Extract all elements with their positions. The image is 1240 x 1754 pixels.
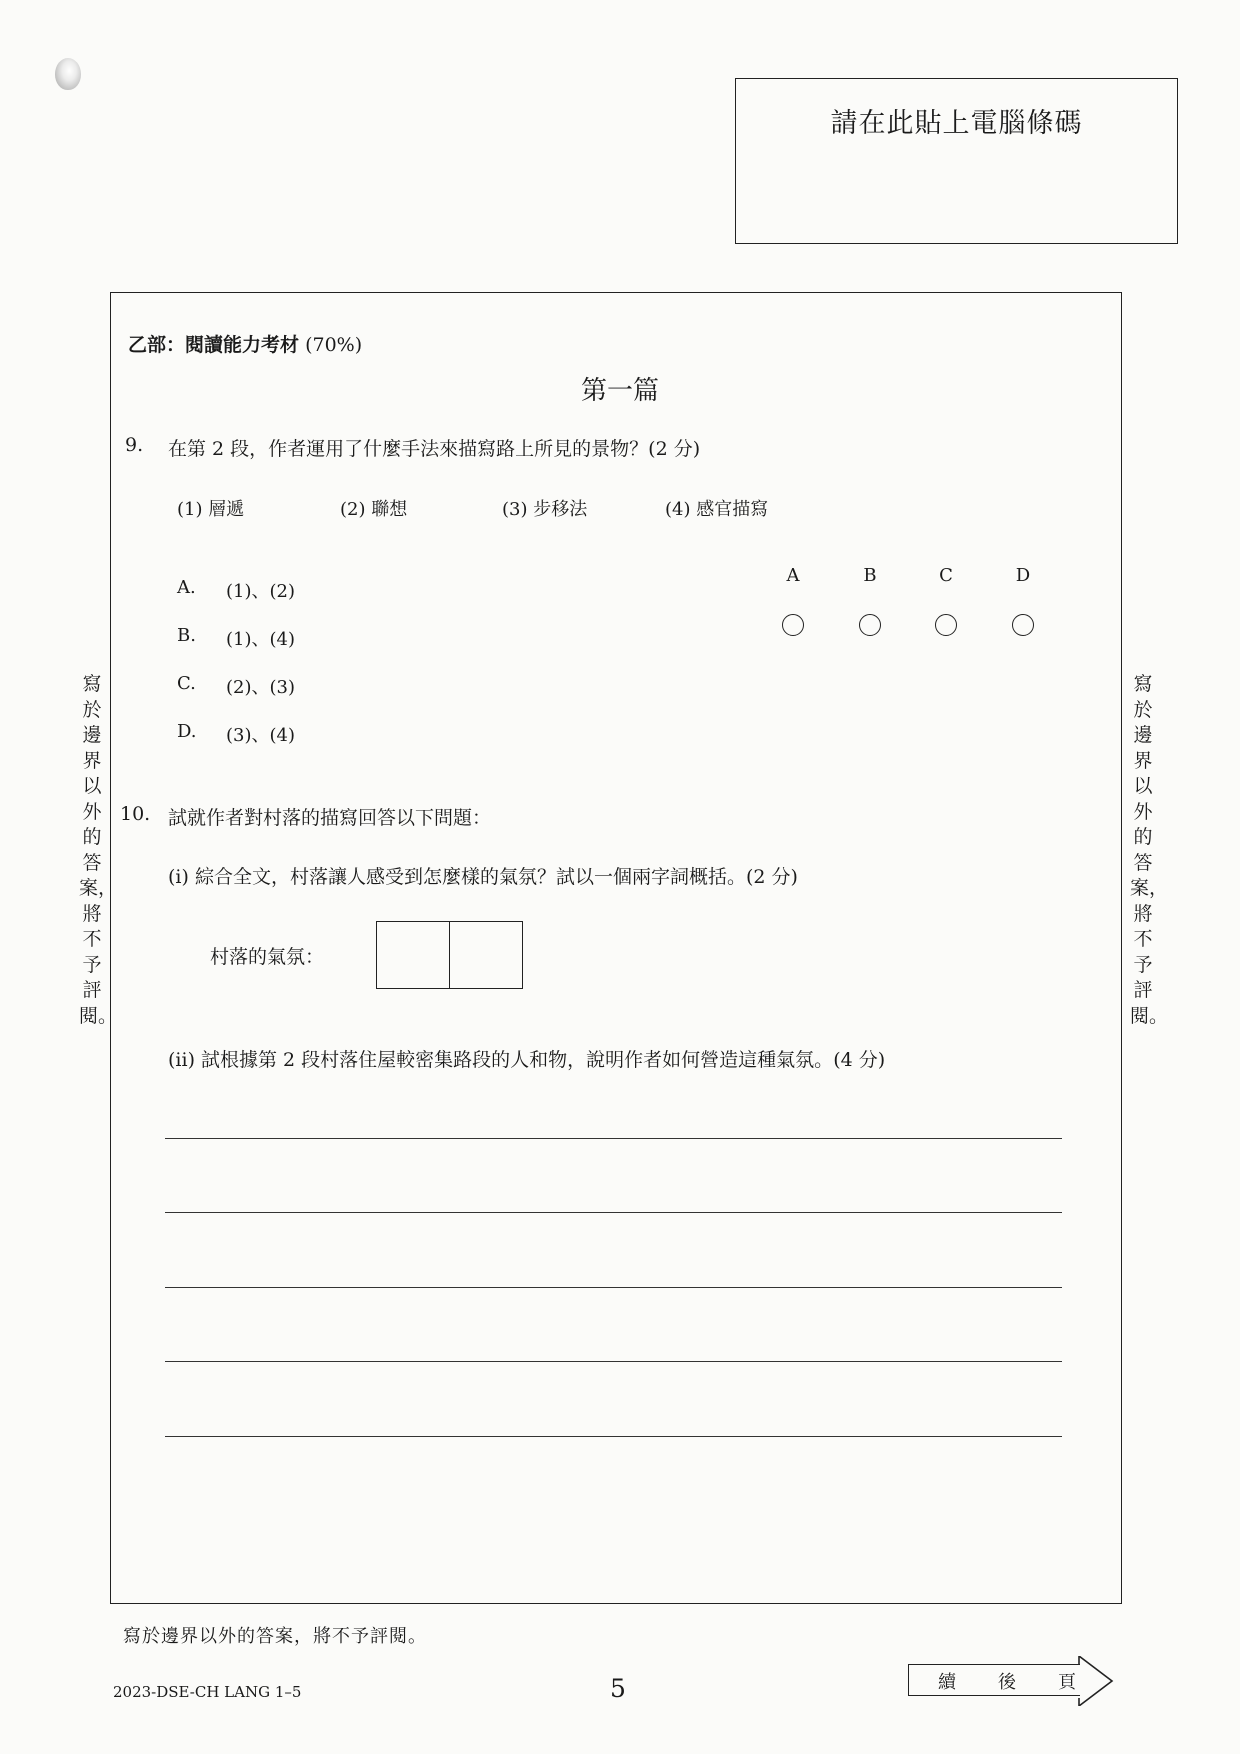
answer-line-3[interactable] bbox=[165, 1287, 1062, 1288]
page-number: 5 bbox=[610, 1674, 626, 1703]
q9-option-a-value: (1)、(2) bbox=[226, 581, 295, 602]
q9-option-c-letter: C. bbox=[177, 673, 196, 694]
answer-line-1[interactable] bbox=[165, 1138, 1062, 1139]
q10-part-ii: (ii) 試根據第 2 段村落住屋較密集路段的人和物，說明作者如何營造這種氣氛。(4 分) bbox=[168, 1049, 886, 1071]
q9-number: 9. bbox=[125, 434, 144, 456]
continue-next-page-arrow bbox=[908, 1656, 1114, 1706]
q9-item-2: (2) 聯想 bbox=[340, 499, 408, 520]
continue-char-1: 續 bbox=[938, 1672, 956, 1693]
answer-line-4[interactable] bbox=[165, 1361, 1062, 1362]
section-title-weight: (70%) bbox=[305, 334, 363, 356]
q9-item-4: (4) 感官描寫 bbox=[665, 499, 769, 520]
q10-part-i: (i) 綜合全文，村落讓人感受到怎麼樣的氣氛？試以一個兩字詞概括。(2 分) bbox=[168, 866, 798, 888]
q10-answer-label: 村落的氣氛： bbox=[210, 946, 325, 968]
two-char-answer-grid bbox=[376, 921, 523, 989]
bubble-column-a: A bbox=[786, 565, 800, 586]
answer-cell-2[interactable] bbox=[449, 922, 522, 988]
q10-question-text: 試就作者對村落的描寫回答以下問題： bbox=[168, 807, 492, 829]
bubble-column-d: D bbox=[1015, 565, 1031, 586]
passage-title: 第一篇 bbox=[580, 376, 659, 406]
q9-option-b-value: (1)、(4) bbox=[226, 629, 295, 650]
q9-item-3: (3) 步移法 bbox=[502, 499, 588, 520]
answer-line-2[interactable] bbox=[165, 1212, 1062, 1213]
continue-label bbox=[938, 1668, 1076, 1694]
registration-mark bbox=[55, 58, 81, 90]
bubble-column-c: C bbox=[939, 565, 953, 586]
answer-bubble-b[interactable] bbox=[859, 614, 881, 636]
q9-option-c-value: (2)、(3) bbox=[226, 677, 295, 698]
answer-bubble-c[interactable] bbox=[935, 614, 957, 636]
q10-number: 10. bbox=[120, 803, 151, 825]
answer-bubble-a[interactable] bbox=[782, 614, 804, 636]
barcode-sticker-box bbox=[735, 78, 1178, 244]
footer-note: 寫於邊界以外的答案，將不予評閱。 bbox=[123, 1626, 427, 1647]
paper-code: 2023-DSE-CH LANG 1–5 bbox=[113, 1683, 302, 1701]
q9-option-d-value: (3)、(4) bbox=[226, 725, 295, 746]
arrow-head-icon bbox=[1078, 1656, 1114, 1706]
q9-question-text: 在第 2 段，作者運用了什麼手法來描寫路上所見的景物？(2 分) bbox=[168, 438, 701, 460]
q9-item-1: (1) 層遞 bbox=[177, 499, 245, 520]
answer-line-5[interactable] bbox=[165, 1436, 1062, 1437]
answer-cell-1[interactable] bbox=[377, 922, 449, 988]
continue-char-2: 後 bbox=[998, 1672, 1016, 1693]
section-title bbox=[128, 330, 362, 357]
q9-option-d-letter: D. bbox=[177, 721, 197, 742]
bubble-column-b: B bbox=[863, 565, 877, 586]
q9-option-b-letter: B. bbox=[177, 625, 196, 646]
section-title-label: 乙部：閱讀能力考材 bbox=[128, 334, 300, 356]
answer-bubble-d[interactable] bbox=[1012, 614, 1034, 636]
barcode-label: 請在此貼上電腦條碼 bbox=[830, 108, 1083, 139]
q9-option-a-letter: A. bbox=[177, 577, 196, 598]
right-margin-note: 寫於邊界以外的答案，將不予評閱。 bbox=[1130, 673, 1169, 1027]
continue-char-3: 頁 bbox=[1058, 1672, 1076, 1693]
left-margin-note: 寫於邊界以外的答案，將不予評閱。 bbox=[79, 673, 118, 1027]
